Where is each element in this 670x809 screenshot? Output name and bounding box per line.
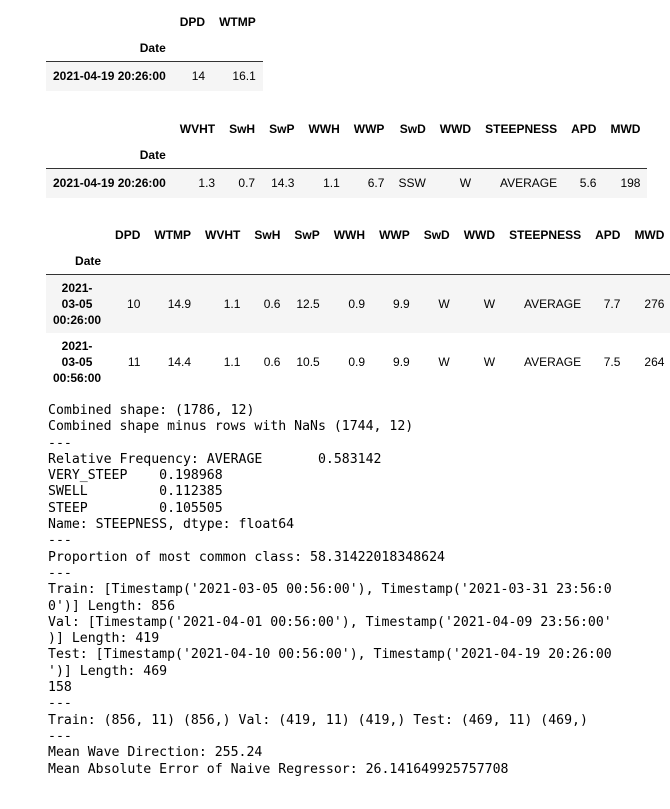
column-header: MWD [610,122,641,136]
column-header-row [46,222,670,248]
cell-output-text [48,403,612,778]
table-cell: 12.5 [296,296,320,311]
column-header: WTMP [219,15,256,29]
table-cell: W [438,354,450,369]
output-line: Proportion of most common class: 58.31422018348624 [48,549,445,565]
column-header: WWP [379,228,410,242]
table-cell: AVERAGE [500,176,558,191]
output-line: --- [48,533,72,549]
row-index [46,275,108,333]
output-line: )] Length: 419 [48,631,160,647]
row-index-line: 03-05 [61,354,93,369]
table-cell: 6.7 [367,176,385,191]
table-cell: AVERAGE [523,354,582,369]
column-header: SwP [294,228,320,242]
output-line: SWELL 0.112385 [48,484,223,500]
index-name-row [46,142,647,169]
table-cell: 14 [191,69,206,84]
column-header: SwD [399,122,426,136]
table-cell: 7.5 [603,354,621,369]
table-row [46,333,670,391]
row-index-line: 2021- [61,338,93,353]
table-cell: AVERAGE [523,296,582,311]
table-cell: 5.6 [579,176,597,191]
index-name-row [46,35,263,62]
column-header: WWD [439,122,472,136]
table-cell: 0.6 [263,354,281,369]
output-line: Combined shape minus rows with NaNs (1744, 12) [48,419,414,435]
row-index-line: 2021- [61,280,93,295]
index-name: Date [75,254,102,268]
row-index: 2021-04-19 20:26:00 [53,176,166,191]
table-cell: 10.5 [296,354,320,369]
output-line: Val: [Timestamp('2021-04-01 00:56:00'), Timestamp('2021-04-09 23:56:00' [48,614,612,630]
column-header: DPD [115,228,141,242]
column-header: STEEPNESS [485,122,558,136]
table-cell: 14.9 [167,296,192,311]
column-header: WWH [333,228,366,242]
output-line: Mean Wave Direction: 255.24 [48,745,263,761]
table-cell: 1.3 [198,176,216,191]
table-cell: W [438,296,450,311]
dataframe-table-2 [46,116,647,198]
table-cell: W [483,296,496,311]
column-header-row [46,9,263,35]
table-cell: 264 [644,354,665,369]
output-line: Relative Frequency: AVERAGE 0.583142 [48,451,382,467]
table-cell: 9.9 [393,296,410,311]
table-row [46,62,263,91]
table-cell: 16.1 [232,69,256,84]
index-name-row [46,248,670,275]
table-cell: 14.4 [167,354,192,369]
index-name: Date [139,41,166,55]
output-line: STEEP 0.105505 [48,500,223,516]
table-cell: SSW [398,176,426,191]
table-cell: 1.1 [223,296,241,311]
column-header: MWD [634,228,665,242]
row-index: 2021-04-19 20:26:00 [53,69,166,84]
column-header-row [46,116,647,142]
column-header: WWP [353,122,385,136]
table-cell: W [459,176,472,191]
output-line: Train: [Timestamp('2021-03-05 00:56:00'), Timestamp('2021-03-31 23:56:0 [48,582,612,598]
output-line: VERY_STEEP 0.198968 [48,468,223,484]
output-line: Name: STEEPNESS, dtype: float64 [48,517,295,533]
row-index-line: 00:26:00 [53,312,102,327]
column-header: APD [571,122,597,136]
table-row [46,275,670,333]
column-header: DPD [179,15,206,29]
table-cell: 276 [644,296,665,311]
output-line: 0')] Length: 856 [48,598,176,614]
row-index [46,333,108,391]
row-index-line: 00:56:00 [53,370,102,385]
output-line: 158 [48,680,72,696]
corner-cell [46,222,108,248]
row-index-line: 03-05 [61,296,93,311]
corner-cell [46,116,173,142]
column-header: SwH [254,228,281,242]
column-header: SwP [269,122,295,136]
table-cell: 9.9 [393,354,410,369]
column-header: WWD [463,228,496,242]
corner-cell [46,9,173,35]
output-line: --- [48,435,72,451]
output-line: Train: (856, 11) (856,) Val: (419, 11) (419,) Test: (469, 11) (469,) [48,712,588,728]
table-cell: 1.1 [223,354,241,369]
column-header: STEEPNESS [509,228,582,242]
table-cell: 7.7 [603,296,621,311]
index-name: Date [139,148,166,162]
dataframe-table-1 [46,9,263,91]
column-header: APD [595,228,621,242]
output-line: Mean Absolute Error of Naive Regressor: 26.141649925757708 [48,761,509,777]
output-line: Test: [Timestamp('2021-04-10 00:56:00'), Timestamp('2021-04-19 20:26:00 [48,647,612,663]
table-cell: 11 [127,354,141,369]
output-line: ')] Length: 469 [48,663,168,679]
table-cell: 0.7 [238,176,256,191]
output-line: --- [48,728,72,744]
column-header: SwD [423,228,450,242]
column-header: WTMP [154,228,192,242]
column-header: SwH [229,122,256,136]
column-header: WVHT [179,122,216,136]
output-line: --- [48,696,72,712]
table-cell: 1.1 [323,176,340,191]
column-header: WWH [308,122,340,136]
table-cell: 198 [620,176,641,191]
output-line: Combined shape: (1786, 12) [48,403,255,418]
column-header: WVHT [205,228,241,242]
table-cell: 0.9 [348,354,366,369]
table-row [46,169,647,198]
table-cell: W [483,354,496,369]
table-cell: 14.3 [271,176,295,191]
table-cell: 0.6 [263,296,281,311]
table-cell: 10 [127,296,141,311]
table-cell: 0.9 [348,296,366,311]
dataframe-table-3 [46,222,670,391]
output-line: --- [48,565,72,581]
